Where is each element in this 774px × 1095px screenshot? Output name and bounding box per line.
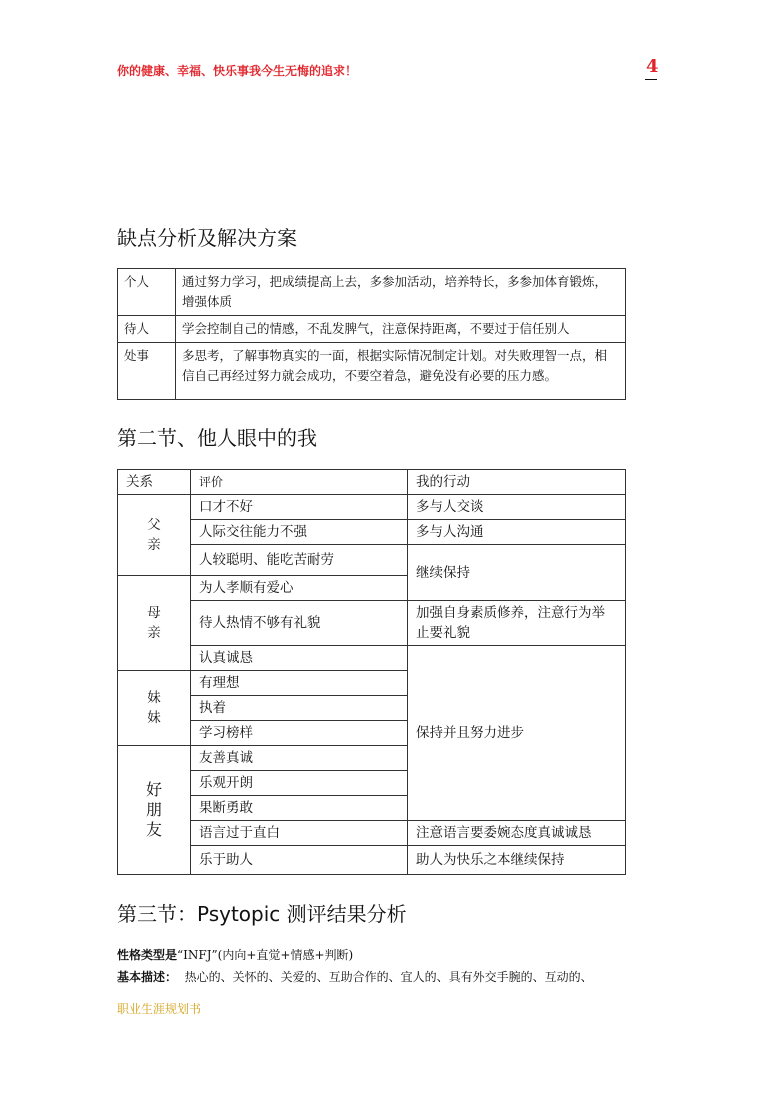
header-evaluation: 评价 xyxy=(191,470,408,495)
eval-cell: 待人热情不够有礼貌 xyxy=(191,601,408,646)
table-row xyxy=(118,316,626,343)
action-cell: 助人为快乐之本继续保持 xyxy=(408,846,626,875)
row-value: 通过努力学习，把成绩提高上去，多参加活动，培养特长，多参加体育锻炼，增强体质 xyxy=(176,269,626,316)
relation-label: 母亲 xyxy=(147,605,161,641)
eval-cell: 人较聪明、能吃苦耐劳 xyxy=(191,545,408,576)
header-relation: 关系 xyxy=(118,470,191,495)
table-row xyxy=(118,601,626,646)
table-header-row xyxy=(118,470,626,495)
row-key: 个人 xyxy=(118,269,176,316)
eval-cell: 口才不好 xyxy=(191,495,408,520)
eval-cell: 学习榜样 xyxy=(191,721,408,746)
action-cell: 多与人交谈 xyxy=(408,495,626,520)
table-row xyxy=(118,846,626,875)
page-number: 4 xyxy=(646,56,659,77)
others-view-table xyxy=(117,469,626,875)
row-key: 处事 xyxy=(118,343,176,400)
relation-label: 妹妹 xyxy=(147,690,161,726)
table-row xyxy=(118,821,626,846)
basic-description-line xyxy=(117,968,593,985)
action-cell: 注意语言要委婉态度真诚诚恳 xyxy=(408,821,626,846)
eval-cell: 友善真诚 xyxy=(191,746,408,771)
action-cell: 继续保持 xyxy=(408,545,626,601)
table-row xyxy=(118,520,626,545)
weakness-title: 缺点分析及解决方案 xyxy=(117,226,297,250)
personality-type-line xyxy=(117,946,353,963)
relation-sister xyxy=(118,671,191,746)
table-row xyxy=(118,545,626,576)
table-row xyxy=(118,269,626,316)
action-cell: 保持并且努力进步 xyxy=(408,646,626,821)
action-cell: 多与人沟通 xyxy=(408,520,626,545)
relation-mother xyxy=(118,576,191,671)
header-motto: 你的健康、幸福、快乐事我今生无悔的追求！ xyxy=(117,64,358,78)
eval-cell: 乐观开朗 xyxy=(191,771,408,796)
desc-value: 热心的、关怀的、关爱的、互助合作的、宜人的、具有外交手腕的、互动的、 xyxy=(184,970,593,984)
header-action: 我的行动 xyxy=(408,470,626,495)
eval-cell: 为人孝顺有爱心 xyxy=(191,576,408,601)
row-value: 学会控制自己的情感，不乱发脾气，注意保持距离，不要过于信任别人 xyxy=(176,316,626,343)
relation-friend xyxy=(118,746,191,875)
row-key: 待人 xyxy=(118,316,176,343)
weakness-table xyxy=(117,268,626,400)
table-row xyxy=(118,646,626,671)
section2-title: 第二节、他人眼中的我 xyxy=(117,426,317,450)
eval-cell: 语言过于直白 xyxy=(191,821,408,846)
eval-cell: 人际交往能力不强 xyxy=(191,520,408,545)
eval-cell: 果断勇敢 xyxy=(191,796,408,821)
eval-cell: 执着 xyxy=(191,696,408,721)
eval-cell: 有理想 xyxy=(191,671,408,696)
footer-text: 职业生涯规划书 xyxy=(117,1002,202,1016)
relation-father xyxy=(118,495,191,576)
type-value: “INFJ”(内向+直觉+情感+判断) xyxy=(177,948,354,962)
section3-title: 第三节：Psytopic 测评结果分析 xyxy=(117,902,407,926)
relation-label: 父亲 xyxy=(147,517,161,553)
page-number-underline xyxy=(645,79,657,80)
relation-label: 好朋友 xyxy=(146,780,163,839)
table-row xyxy=(118,495,626,520)
type-label: 性格类型是 xyxy=(117,948,178,962)
desc-label: 基本描述： xyxy=(117,970,178,984)
table-row xyxy=(118,343,626,400)
action-cell: 加强自身素质修养，注意行为举止要礼貌 xyxy=(408,601,626,646)
eval-cell: 认真诚恳 xyxy=(191,646,408,671)
eval-cell: 乐于助人 xyxy=(191,846,408,875)
row-value: 多思考，了解事物真实的一面，根据实际情况制定计划。对失败理智一点，相信自己再经过努力就会成功，不要空着急，避免没有必要的压力感。 xyxy=(176,343,626,400)
